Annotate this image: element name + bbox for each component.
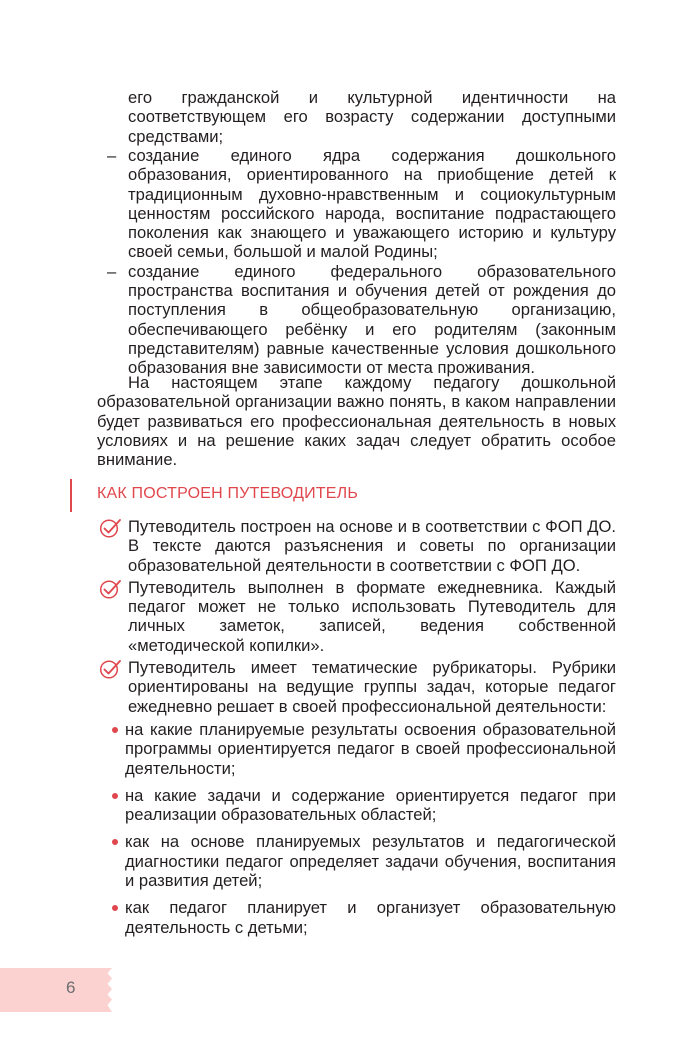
check-item-text: Путеводитель имеет тематические рубрикаторы. Рубрики ориентированы на ведущие группы задач, которые педагог ежедневно решает в своей профессиональной деятельности: <box>128 658 616 716</box>
page-number: 6 <box>66 978 76 997</box>
body-paragraph: На настоящем этапе каждому педагогу дошкольной образовательной организации важно понять, в каком направлении будет развиваться его профессиональная деятельность в новых условиях и на решение каких задач следует обратить особое внимание. <box>97 373 616 470</box>
check-circle-icon <box>99 578 123 600</box>
bullet-item-text: на какие задачи и содержание ориентируется педагог при реализации образовательных областей; <box>125 785 616 825</box>
bullet-list-item <box>97 720 616 778</box>
bullet-list <box>125 719 616 937</box>
bullet-dot-icon <box>112 839 118 845</box>
check-list-item <box>97 517 616 575</box>
bullet-dot-icon <box>112 793 118 799</box>
bullet-item-text: как на основе планируемых результатов и педагогической диагностики педагог определяет задачи обучения, воспитания и развития детей; <box>125 832 616 891</box>
check-list-item <box>97 658 616 937</box>
check-list <box>97 517 616 945</box>
section-accent-bar <box>70 479 72 512</box>
check-circle-icon <box>99 517 123 539</box>
page-number-tab <box>0 968 112 1012</box>
bullet-list-item <box>97 898 616 937</box>
bullet-item-text: как педагог планирует и организует образовательную деятельность с детьми; <box>125 898 616 937</box>
bullet-dot-icon <box>112 727 118 733</box>
bullet-list-item <box>97 832 616 890</box>
dash-marker: – <box>107 261 117 281</box>
check-item-text: Путеводитель построен на основе и в соответствии с ФОП ДО. В тексте даются разъяснения и советы по организации образовательной деятельности в соответствии с ФОП ДО. <box>128 517 616 575</box>
dash-list-item <box>97 146 616 262</box>
bullet-item-text: на какие планируемые результаты освоения образовательной программы ориентируется педагог в своей профессиональной деятельности; <box>125 719 616 778</box>
section-heading: КАК ПОСТРОЕН ПУТЕВОДИТЕЛЬ <box>97 485 359 502</box>
check-list-item <box>97 578 616 655</box>
bullet-list-item <box>97 786 616 825</box>
dash-item-text: создание единого федерального образовательного пространства воспитания и обучения детей от рождения до поступления в общеобразовательную организацию, обеспечивающего ребёнку и его родителям (законным представителям) равные качественные условия дошкольного образования вне зависимости от места проживания. <box>128 261 616 378</box>
dash-marker: – <box>107 146 117 165</box>
dash-item-text: создание единого ядра содержания дошкольного образования, ориентированного на приобщение детей к традиционным духовно-нравственным и социокультурным ценностям российского народа, воспитание подрастающего поколения как знающего и уважающего историю и культуру своей семьи, большой и малой Родины; <box>128 146 616 262</box>
intro-continuation: его гражданской и культурной идентичности на соответствующем его возрасту содержании доступными средствами; <box>128 88 616 146</box>
check-item-text: Путеводитель выполнен в формате ежедневника. Каждый педагог может не только использовать Путеводитель для личных заметок, записей, ведения собственной «методической копилки». <box>128 577 616 655</box>
check-circle-icon <box>99 658 123 680</box>
bullet-dot-icon <box>112 905 118 911</box>
dash-list-item <box>97 262 616 378</box>
dash-list <box>97 146 616 378</box>
